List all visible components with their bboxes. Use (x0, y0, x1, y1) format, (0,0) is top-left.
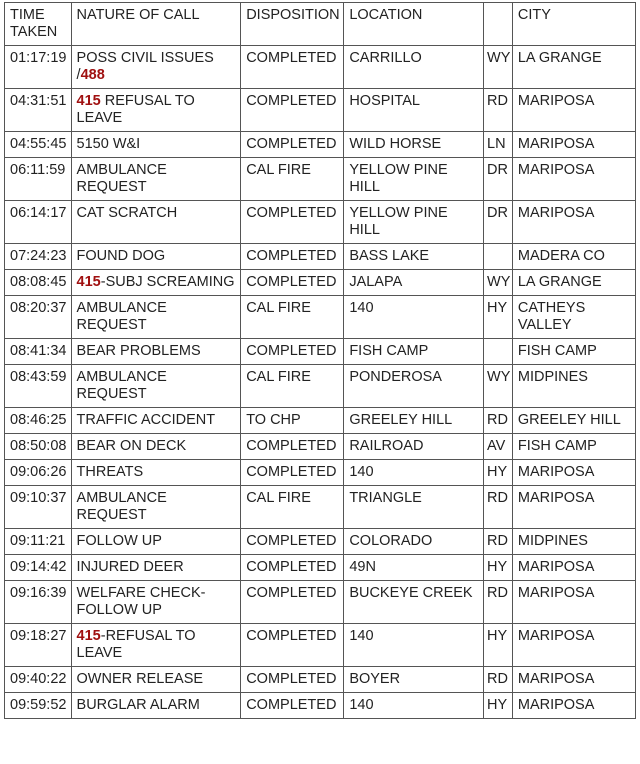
street-suffix-cell (484, 339, 513, 365)
location-cell: RAILROAD (344, 434, 484, 460)
nature-text: CAT SCRATCH (76, 205, 178, 221)
disposition-cell: COMPLETED (241, 555, 344, 581)
street-suffix-cell: DR (484, 158, 513, 201)
table-row (5, 201, 636, 244)
time-taken-cell: 01:17:19 (5, 46, 72, 89)
city-cell: MARIPOSA (512, 667, 635, 693)
table-row (5, 434, 636, 460)
table-row (5, 89, 636, 132)
table-row (5, 624, 636, 667)
call-log-table (4, 2, 636, 719)
street-suffix-cell: WY (484, 46, 513, 89)
city-cell: MARIPOSA (512, 486, 635, 529)
city-cell: CATHEYS VALLEY (512, 296, 635, 339)
time-taken-cell: 09:11:21 (5, 529, 72, 555)
header-row (5, 3, 636, 46)
time-taken-cell: 09:18:27 (5, 624, 72, 667)
time-taken-cell: 09:59:52 (5, 693, 72, 719)
nature-text: INJURED DEER (76, 559, 184, 575)
nature-text-suffix: REFUSAL TO LEAVE (76, 93, 195, 126)
table-row (5, 296, 636, 339)
nature-text: BURGLAR ALARM (76, 697, 200, 713)
disposition-cell: COMPLETED (241, 89, 344, 132)
city-cell: MIDPINES (512, 529, 635, 555)
nature-of-call-cell (71, 89, 241, 132)
disposition-cell: COMPLETED (241, 624, 344, 667)
street-suffix-cell: HY (484, 555, 513, 581)
nature-of-call-cell (71, 581, 241, 624)
street-suffix-cell: RD (484, 667, 513, 693)
nature-text: AMBULANCE REQUEST (76, 162, 167, 195)
disposition-cell: COMPLETED (241, 244, 344, 270)
nature-of-call-cell (71, 555, 241, 581)
nature-of-call-cell (71, 46, 241, 89)
city-cell: LA GRANGE (512, 270, 635, 296)
city-cell: MARIPOSA (512, 555, 635, 581)
nature-of-call-cell (71, 201, 241, 244)
time-taken-cell: 09:14:42 (5, 555, 72, 581)
header-time-taken: TIME TAKEN (5, 3, 72, 46)
table-row (5, 365, 636, 408)
nature-of-call-cell (71, 365, 241, 408)
table-row (5, 244, 636, 270)
nature-text: 5150 W&I (76, 136, 141, 152)
location-cell: HOSPITAL (344, 89, 484, 132)
street-suffix-cell: WY (484, 365, 513, 408)
header-street-suffix (484, 3, 513, 46)
table-row (5, 408, 636, 434)
time-taken-cell: 04:55:45 (5, 132, 72, 158)
location-cell: BOYER (344, 667, 484, 693)
nature-of-call-cell (71, 339, 241, 365)
header-city: CITY (512, 3, 635, 46)
location-cell: 49N (344, 555, 484, 581)
header-disposition: DISPOSITION (241, 3, 344, 46)
city-cell: GREELEY HILL (512, 408, 635, 434)
location-cell: 140 (344, 296, 484, 339)
street-suffix-cell: RD (484, 529, 513, 555)
location-cell: TRIANGLE (344, 486, 484, 529)
location-cell: BASS LAKE (344, 244, 484, 270)
street-suffix-cell: HY (484, 296, 513, 339)
location-cell: 140 (344, 460, 484, 486)
nature-of-call-cell (71, 244, 241, 270)
street-suffix-cell: HY (484, 624, 513, 667)
street-suffix-cell (484, 244, 513, 270)
table-row (5, 555, 636, 581)
city-cell: MARIPOSA (512, 460, 635, 486)
table-row (5, 339, 636, 365)
street-suffix-cell: RD (484, 408, 513, 434)
location-cell: YELLOW PINE HILL (344, 158, 484, 201)
header-nature-of-call: NATURE OF CALL (71, 3, 241, 46)
time-taken-cell: 08:50:08 (5, 434, 72, 460)
disposition-cell: COMPLETED (241, 693, 344, 719)
penal-code: 415 (76, 93, 101, 109)
time-taken-cell: 08:20:37 (5, 296, 72, 339)
time-taken-cell: 09:06:26 (5, 460, 72, 486)
time-taken-cell: 08:08:45 (5, 270, 72, 296)
nature-of-call-cell (71, 486, 241, 529)
table-row (5, 132, 636, 158)
nature-text-suffix: -SUBJ SCREAMING (100, 274, 235, 290)
disposition-cell: COMPLETED (241, 667, 344, 693)
location-cell: CARRILLO (344, 46, 484, 89)
call-log-body (5, 46, 636, 719)
nature-text: POSS CIVIL ISSUES / (76, 50, 214, 83)
nature-of-call-cell (71, 460, 241, 486)
street-suffix-cell: HY (484, 693, 513, 719)
nature-text: THREATS (76, 464, 144, 480)
penal-code: 415 (76, 628, 101, 644)
time-taken-cell: 08:41:34 (5, 339, 72, 365)
nature-text: AMBULANCE REQUEST (76, 300, 167, 333)
penal-code: 488 (80, 67, 105, 83)
street-suffix-cell: RD (484, 486, 513, 529)
street-suffix-cell: RD (484, 581, 513, 624)
nature-of-call-cell (71, 408, 241, 434)
nature-text: BEAR ON DECK (76, 438, 187, 454)
city-cell: MADERA CO (512, 244, 635, 270)
disposition-cell: TO CHP (241, 408, 344, 434)
location-cell: WILD HORSE (344, 132, 484, 158)
nature-of-call-cell (71, 624, 241, 667)
table-row (5, 529, 636, 555)
location-cell: 140 (344, 693, 484, 719)
disposition-cell: COMPLETED (241, 339, 344, 365)
location-cell: COLORADO (344, 529, 484, 555)
disposition-cell: COMPLETED (241, 434, 344, 460)
nature-of-call-cell (71, 158, 241, 201)
street-suffix-cell: AV (484, 434, 513, 460)
nature-of-call-cell (71, 667, 241, 693)
nature-text: FOUND DOG (76, 248, 166, 264)
city-cell: MARIPOSA (512, 132, 635, 158)
table-row (5, 693, 636, 719)
city-cell: MIDPINES (512, 365, 635, 408)
disposition-cell: COMPLETED (241, 529, 344, 555)
nature-text-suffix: -REFUSAL TO LEAVE (76, 628, 196, 661)
nature-text: WELFARE CHECK-FOLLOW UP (76, 585, 206, 618)
disposition-cell: COMPLETED (241, 460, 344, 486)
city-cell: MARIPOSA (512, 624, 635, 667)
street-suffix-cell: LN (484, 132, 513, 158)
city-cell: MARIPOSA (512, 581, 635, 624)
city-cell: LA GRANGE (512, 46, 635, 89)
nature-text: AMBULANCE REQUEST (76, 490, 167, 523)
nature-text: AMBULANCE REQUEST (76, 369, 167, 402)
location-cell: 140 (344, 624, 484, 667)
street-suffix-cell: HY (484, 460, 513, 486)
table-row (5, 46, 636, 89)
nature-text: TRAFFIC ACCIDENT (76, 412, 216, 428)
city-cell: MARIPOSA (512, 89, 635, 132)
disposition-cell: COMPLETED (241, 46, 344, 89)
table-row (5, 581, 636, 624)
nature-text: OWNER RELEASE (76, 671, 204, 687)
time-taken-cell: 06:14:17 (5, 201, 72, 244)
time-taken-cell: 08:46:25 (5, 408, 72, 434)
location-cell: JALAPA (344, 270, 484, 296)
time-taken-cell: 08:43:59 (5, 365, 72, 408)
time-taken-cell: 09:16:39 (5, 581, 72, 624)
disposition-cell: COMPLETED (241, 132, 344, 158)
city-cell: MARIPOSA (512, 201, 635, 244)
nature-text: FOLLOW UP (76, 533, 162, 549)
time-taken-cell: 04:31:51 (5, 89, 72, 132)
time-taken-cell: 06:11:59 (5, 158, 72, 201)
disposition-cell: COMPLETED (241, 581, 344, 624)
nature-text: BEAR PROBLEMS (76, 343, 201, 359)
table-row (5, 158, 636, 201)
table-row (5, 667, 636, 693)
time-taken-cell: 07:24:23 (5, 244, 72, 270)
penal-code: 415 (76, 274, 101, 290)
disposition-cell: CAL FIRE (241, 296, 344, 339)
city-cell: MARIPOSA (512, 158, 635, 201)
nature-of-call-cell (71, 693, 241, 719)
nature-of-call-cell (71, 434, 241, 460)
city-cell: MARIPOSA (512, 693, 635, 719)
header-location: LOCATION (344, 3, 484, 46)
nature-of-call-cell (71, 296, 241, 339)
location-cell: PONDEROSA (344, 365, 484, 408)
nature-of-call-cell (71, 529, 241, 555)
street-suffix-cell: DR (484, 201, 513, 244)
nature-of-call-cell (71, 270, 241, 296)
location-cell: BUCKEYE CREEK (344, 581, 484, 624)
nature-of-call-cell (71, 132, 241, 158)
city-cell: FISH CAMP (512, 339, 635, 365)
street-suffix-cell: RD (484, 89, 513, 132)
city-cell: FISH CAMP (512, 434, 635, 460)
location-cell: FISH CAMP (344, 339, 484, 365)
location-cell: YELLOW PINE HILL (344, 201, 484, 244)
disposition-cell: COMPLETED (241, 270, 344, 296)
table-row (5, 460, 636, 486)
table-row (5, 486, 636, 529)
disposition-cell: CAL FIRE (241, 158, 344, 201)
table-row (5, 270, 636, 296)
street-suffix-cell: WY (484, 270, 513, 296)
disposition-cell: CAL FIRE (241, 486, 344, 529)
disposition-cell: COMPLETED (241, 201, 344, 244)
time-taken-cell: 09:10:37 (5, 486, 72, 529)
disposition-cell: CAL FIRE (241, 365, 344, 408)
time-taken-cell: 09:40:22 (5, 667, 72, 693)
location-cell: GREELEY HILL (344, 408, 484, 434)
